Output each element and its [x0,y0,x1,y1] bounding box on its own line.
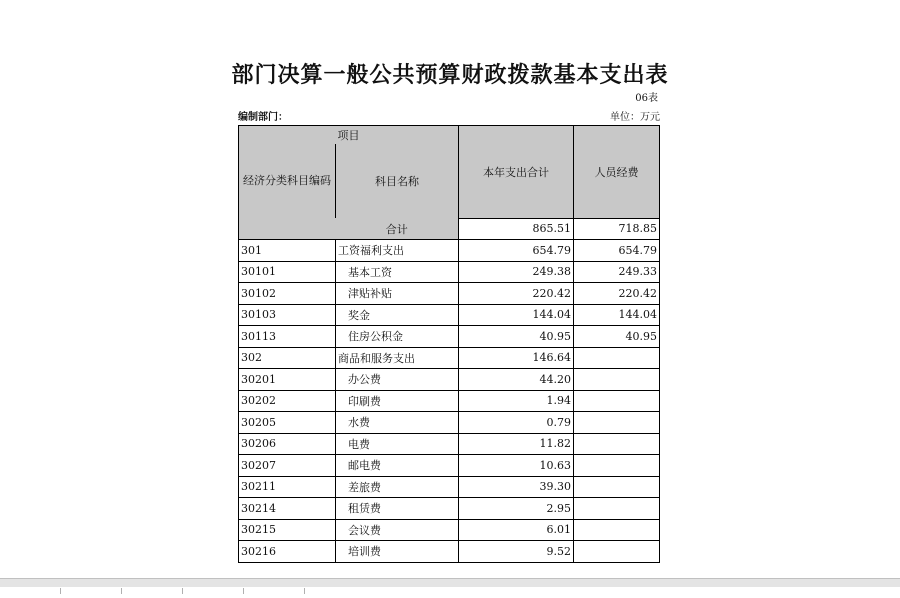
row-total-expense: 44.20 [459,369,574,391]
row-personnel: 249.33 [574,261,660,283]
table-row [239,455,660,477]
row-personnel [574,412,660,434]
row-code: 30102 [239,283,336,305]
row-total-expense: 249.38 [459,261,574,283]
sheet-tab[interactable] [183,588,244,594]
row-name: 租赁费 [336,498,459,520]
row-personnel [574,390,660,412]
row-total-expense: 39.30 [459,476,574,498]
table-row [239,240,660,262]
header-name: 科目名称 [336,144,459,218]
table-row [239,412,660,434]
report-title: 部门决算一般公共预算财政拨款基本支出表 [231,63,669,88]
row-name: 印刷费 [336,390,459,412]
row-name: 培训费 [336,541,459,563]
row-code: 302 [239,347,336,369]
row-personnel [574,433,660,455]
row-code: 30201 [239,369,336,391]
sheet-tab[interactable] [122,588,183,594]
header-row-item [239,126,660,145]
row-name: 水费 [336,412,459,434]
row-code: 30211 [239,476,336,498]
header-blank [239,218,336,240]
total-total-expense: 865.51 [459,218,574,240]
table-row [239,347,660,369]
row-name: 奖金 [336,304,459,326]
total-personnel: 718.85 [574,218,660,240]
row-personnel [574,455,660,477]
row-total-expense: 146.64 [459,347,574,369]
row-code: 30103 [239,304,336,326]
row-code: 30215 [239,519,336,541]
row-personnel [574,519,660,541]
header-personnel: 人员经费 [574,126,660,219]
row-total-expense: 0.79 [459,412,574,434]
row-personnel [574,476,660,498]
row-code: 30113 [239,326,336,348]
row-total-expense: 144.04 [459,304,574,326]
row-code: 30101 [239,261,336,283]
total-label: 合计 [336,218,459,240]
row-code: 30207 [239,455,336,477]
table-row [239,498,660,520]
sheet-tab[interactable] [0,588,61,594]
row-personnel [574,498,660,520]
row-code: 301 [239,240,336,262]
row-total-expense: 654.79 [459,240,574,262]
row-name: 商品和服务支出 [336,347,459,369]
row-personnel [574,369,660,391]
row-name: 基本工资 [336,261,459,283]
row-code: 30214 [239,498,336,520]
table-row [239,541,660,563]
row-personnel: 40.95 [574,326,660,348]
row-total-expense: 1.94 [459,390,574,412]
row-code: 30206 [239,433,336,455]
row-total-expense: 220.42 [459,283,574,305]
row-name: 津贴补贴 [336,283,459,305]
table-row [239,390,660,412]
row-code: 30205 [239,412,336,434]
compiling-unit-label: 编制部门： [238,112,288,123]
currency-unit: 单位：万元 [610,112,660,123]
row-name: 电费 [336,433,459,455]
row-personnel [574,541,660,563]
table-row [239,304,660,326]
row-personnel: 144.04 [574,304,660,326]
table-row [239,369,660,391]
table-row [239,519,660,541]
header-total-expense: 本年支出合计 [459,126,574,219]
sheet-tab[interactable] [61,588,122,594]
row-total-expense: 9.52 [459,541,574,563]
table-row [239,261,660,283]
row-code: 30202 [239,390,336,412]
header-code: 经济分类科目编码 [239,144,336,218]
row-name: 差旅费 [336,476,459,498]
expense-table [238,125,660,563]
table-row [239,283,660,305]
row-personnel: 220.42 [574,283,660,305]
row-code: 30216 [239,541,336,563]
row-total-expense: 6.01 [459,519,574,541]
table-row [239,433,660,455]
header-item: 项目 [239,126,459,145]
row-personnel: 654.79 [574,240,660,262]
table-row [239,326,660,348]
row-name: 办公费 [336,369,459,391]
row-name: 住房公积金 [336,326,459,348]
header-row-total [239,218,660,240]
row-total-expense: 2.95 [459,498,574,520]
form-number: 06表 [635,93,658,104]
row-total-expense: 10.63 [459,455,574,477]
row-name: 会议费 [336,519,459,541]
sheet-tab[interactable] [244,588,305,594]
row-total-expense: 11.82 [459,433,574,455]
row-name: 邮电费 [336,455,459,477]
row-personnel [574,347,660,369]
table-row [239,476,660,498]
row-name: 工资福利支出 [336,240,459,262]
row-total-expense: 40.95 [459,326,574,348]
